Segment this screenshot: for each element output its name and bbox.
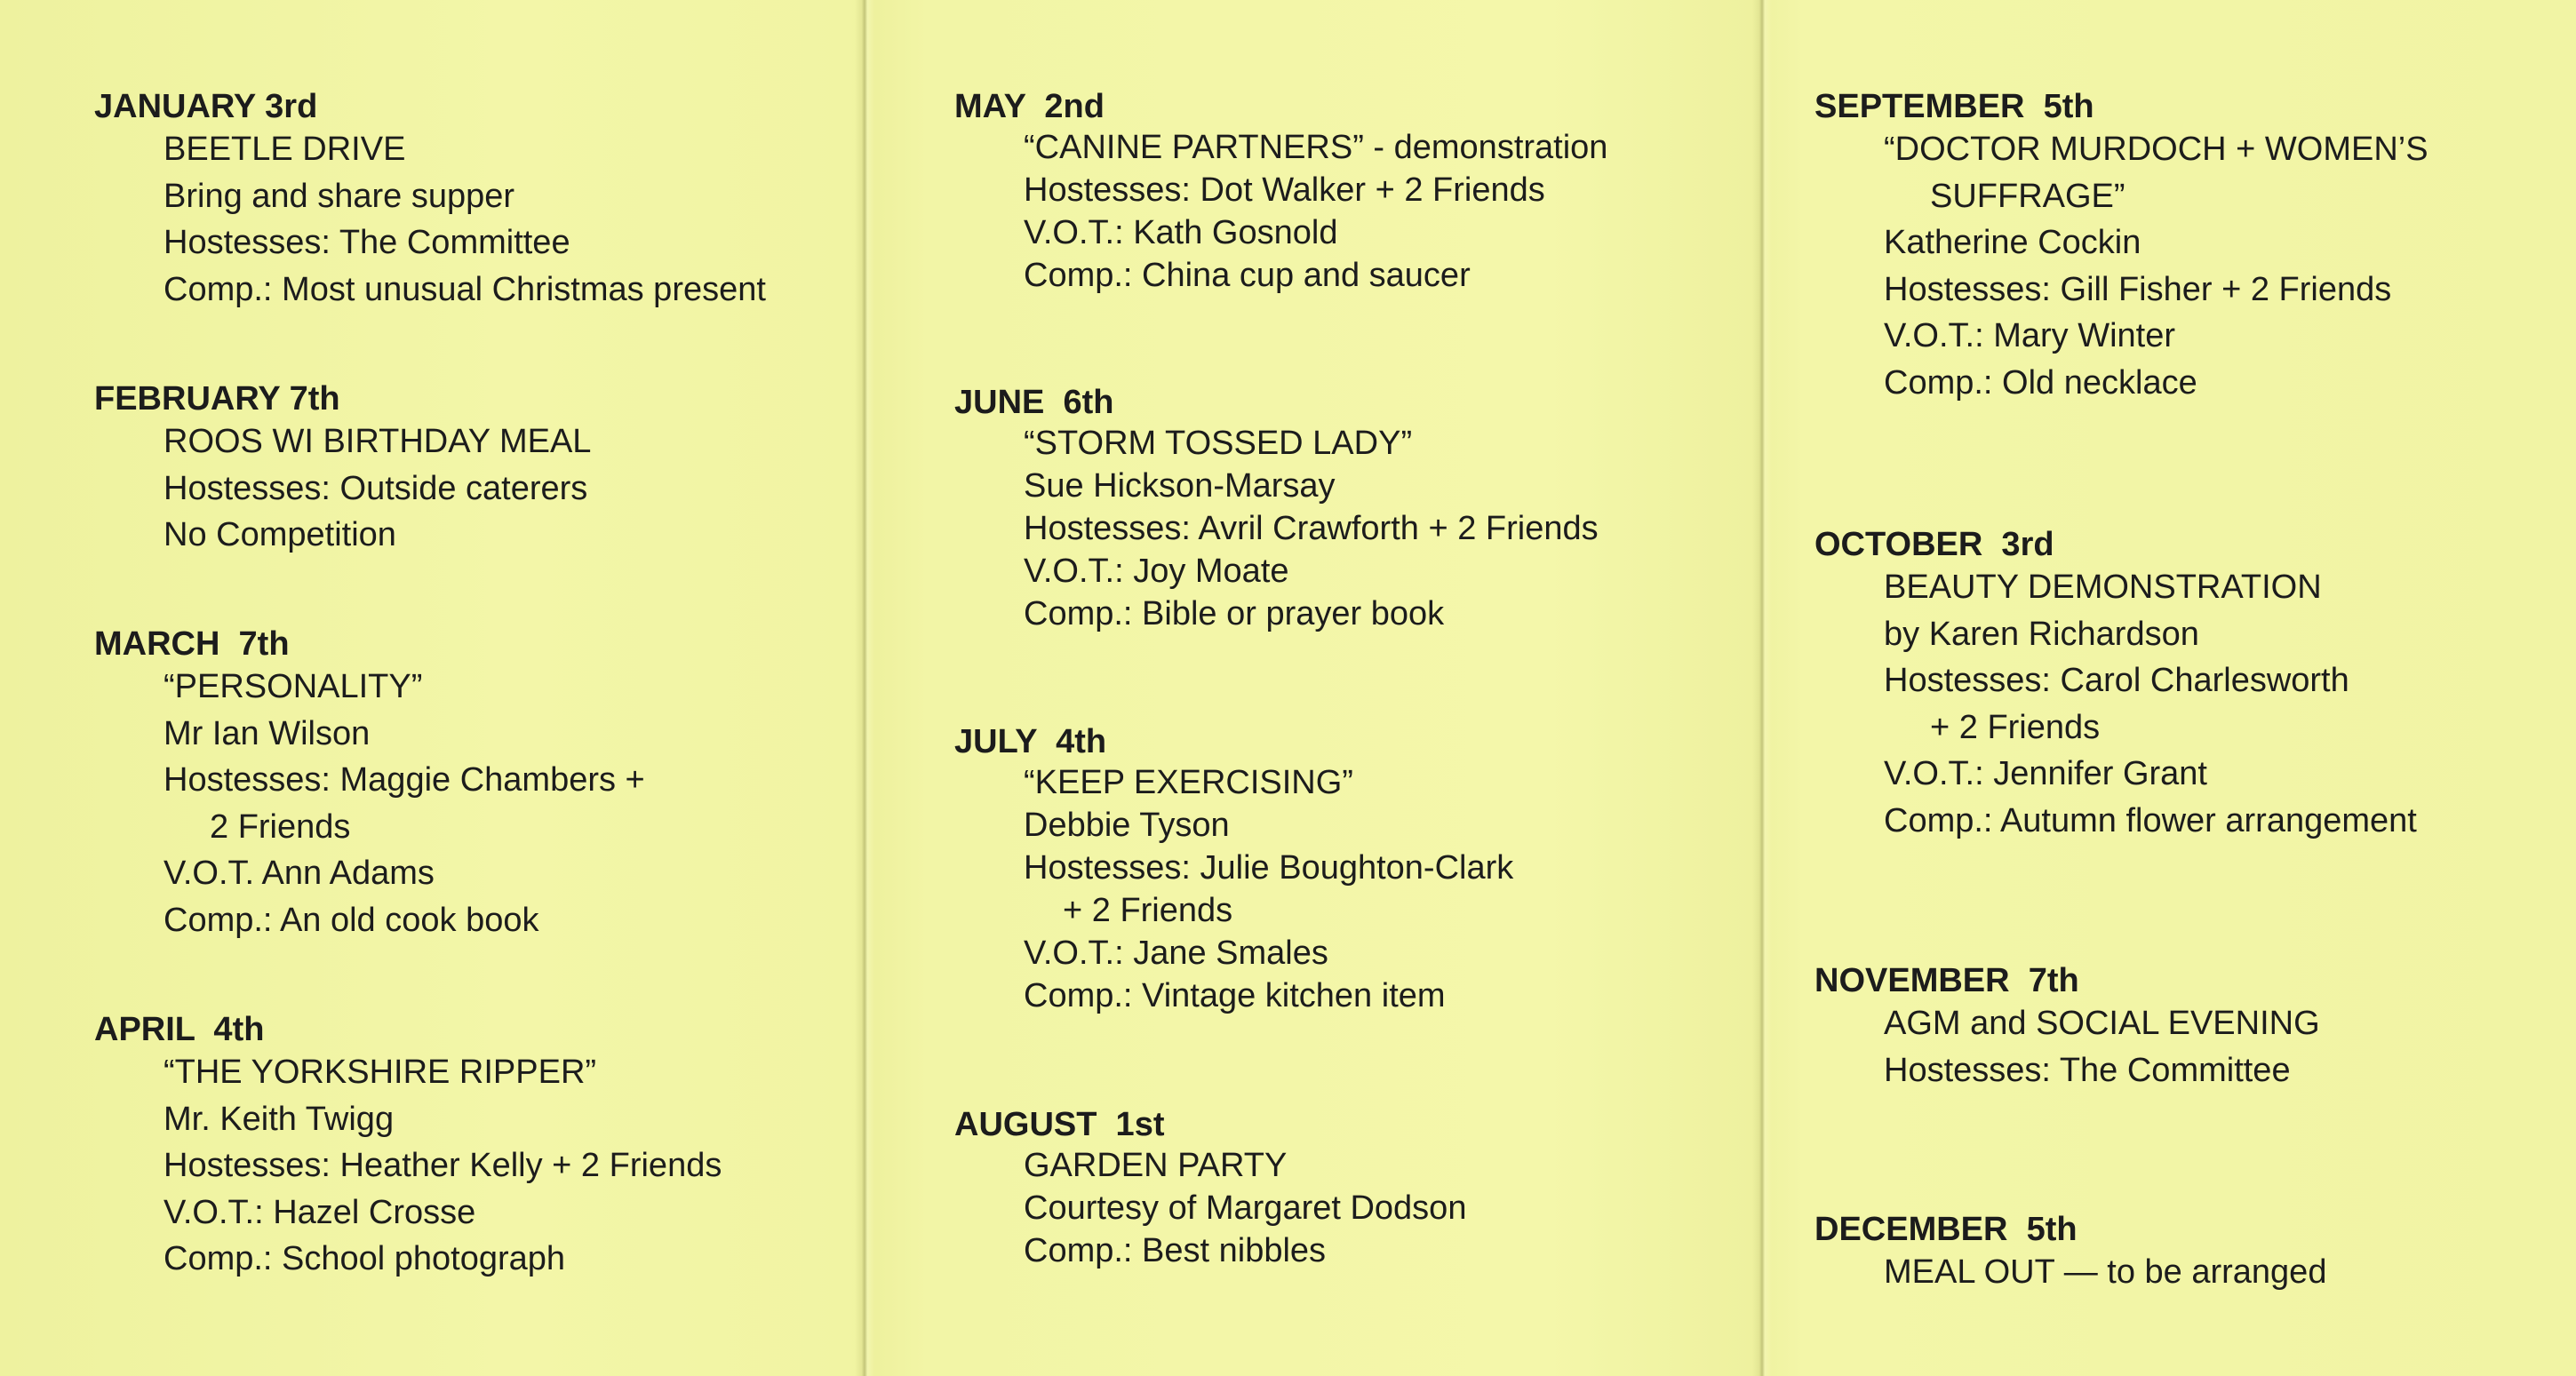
event-vote-of-thanks: V.O.T.: Kath Gosnold [1024,214,1338,251]
event-hostesses: Hostesses: The Committee [1884,1051,2291,1089]
event-vote-of-thanks: V.O.T.: Jane Smales [1024,935,1328,972]
event-hostesses: Hostesses: Heather Kelly + 2 Friends [163,1147,722,1184]
event-hostesses-continued: + 2 Friends [1063,892,1233,929]
event-competition: Comp.: An old cook book [163,901,539,939]
event-month: JANUARY 3rd [94,88,318,125]
event-title: BEAUTY DEMONSTRATION [1884,569,2322,606]
event-hostesses-continued: 2 Friends [210,807,351,846]
event-speaker: by Karen Richardson [1884,615,2199,653]
event-vote-of-thanks: V.O.T.: Jennifer Grant [1884,755,2207,792]
event-hostesses: Hostesses: Julie Boughton-Clark [1024,849,1514,887]
event-vote-of-thanks: V.O.T.: Mary Winter [1884,317,2175,354]
event-competition: Comp.: Vintage kitchen item [1024,977,1446,1014]
event-month: APRIL 4th [94,1011,265,1048]
event-competition: Comp.: China cup and saucer [1024,257,1471,294]
event-month: JUNE 6th [954,384,1114,421]
event-title: “PERSONALITY” [163,668,423,705]
event-speaker: Mr Ian Wilson [163,714,371,752]
event-competition: Comp.: Old necklace [1884,363,2197,402]
event-speaker: Debbie Tyson [1024,807,1230,844]
event-january [94,87,766,313]
event-month: FEBRUARY 7th [94,380,340,418]
event-september [1814,87,2428,406]
event-title: MEAL OUT — to be arranged [1884,1253,2327,1291]
event-competition: Comp.: School photograph [163,1240,566,1277]
event-competition: Comp.: Autumn flower arrangement [1884,801,2417,839]
event-title: ROOS WI BIRTHDAY MEAL [163,423,592,460]
event-december [1814,1210,2326,1296]
event-vote-of-thanks: V.O.T.: Joy Moate [1024,553,1289,590]
event-hostesses: Hostesses: Carol Charlesworth [1884,662,2349,699]
event-title-continued: SUFFRAGE” [1930,177,2125,215]
event-november [1814,961,2320,1094]
event-competition: Comp.: Best nibbles [1024,1232,1327,1269]
event-july [954,722,1513,1017]
panel-left [94,0,823,1376]
event-month: MARCH 7th [94,625,290,663]
event-month: JULY 4th [954,723,1107,760]
event-month: OCTOBER 3rd [1814,526,2054,563]
event-title: “STORM TOSSED LADY” [1024,425,1413,462]
event-february [94,379,591,559]
event-title: “CANINE PARTNERS” - demonstration [1024,129,1608,166]
event-competition: No Competition [163,516,396,553]
event-month: DECEMBER 5th [1814,1211,2078,1248]
event-month: AUGUST 1st [954,1106,1165,1143]
event-hostesses: Hostesses: The Committee [163,224,570,261]
event-may [954,87,1607,297]
event-month: SEPTEMBER 5th [1814,88,2094,125]
event-competition: Comp.: Most unusual Christmas present [163,270,766,308]
event-vote-of-thanks: V.O.T.: Hazel Crosse [163,1193,476,1231]
event-competition: Comp.: Bible or prayer book [1024,595,1445,632]
event-hostesses: Hostesses: Gill Fisher + 2 Friends [1884,270,2392,308]
event-month: NOVEMBER 7th [1814,962,2079,999]
event-october [1814,525,2417,844]
event-host: Courtesy of Margaret Dodson [1024,1189,1467,1227]
fold-crease-right [1752,0,1772,1376]
event-august [954,1105,1466,1272]
event-speaker: Katherine Cockin [1884,224,2141,261]
event-march [94,624,645,943]
event-title: AGM and SOCIAL EVENING [1884,1005,2320,1042]
event-title: GARDEN PARTY [1024,1147,1288,1184]
event-title: BEETLE DRIVE [163,131,406,168]
panel-middle [954,0,1719,1376]
event-hostesses: Hostesses: Dot Walker + 2 Friends [1024,171,1545,209]
event-hostesses: Hostesses: Outside caterers [163,469,588,507]
event-hostesses: Hostesses: Maggie Chambers + [163,761,645,799]
event-vote-of-thanks: V.O.T. Ann Adams [163,855,435,892]
event-speaker: Sue Hickson-Marsay [1024,467,1336,505]
panel-right [1814,0,2552,1376]
event-title: “KEEP EXERCISING” [1024,764,1353,801]
event-title: “THE YORKSHIRE RIPPER” [163,1054,597,1091]
event-hostesses-continued: + 2 Friends [1930,708,2101,746]
event-june [954,383,1599,635]
event-month: MAY 2nd [954,88,1105,125]
event-april [94,1010,722,1283]
event-detail: Bring and share supper [163,177,515,215]
event-title: “DOCTOR MURDOCH + WOMEN’S [1884,131,2428,168]
event-speaker: Mr. Keith Twigg [163,1100,395,1138]
event-hostesses: Hostesses: Avril Crawforth + 2 Friends [1024,510,1599,547]
fold-crease-left [855,0,874,1376]
